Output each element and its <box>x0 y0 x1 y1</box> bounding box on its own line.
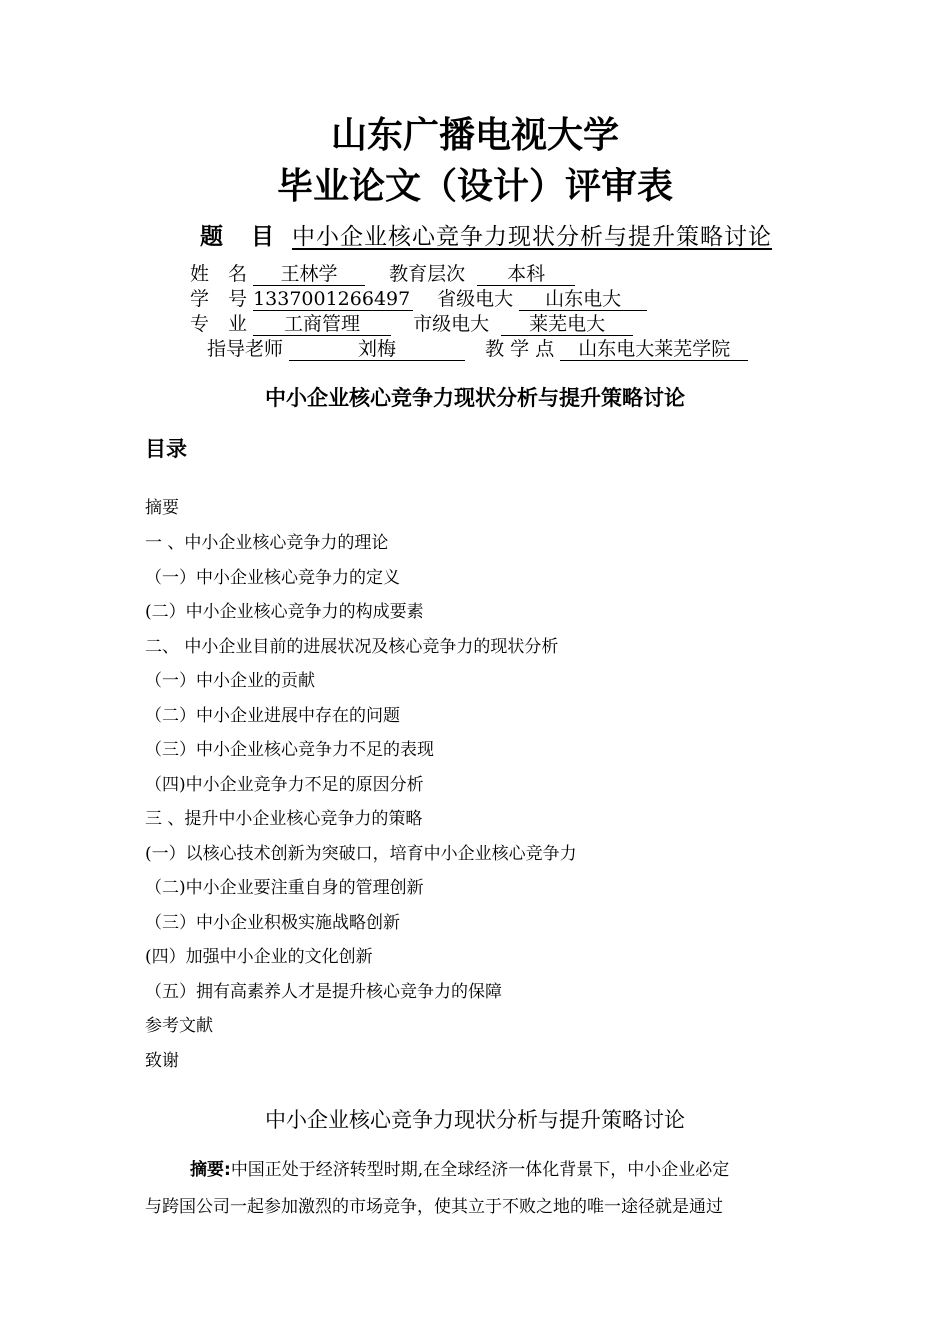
abstract-line-1 <box>190 1158 729 1182</box>
body-title: 中小企业核心竞争力现状分析与提升策略讨论 <box>265 1108 685 1132</box>
toc-item: (一）以核心技术创新为突破口，培育中小企业核心竞争力 <box>145 844 577 864</box>
toc-item: （二）中小企业进展中存在的问题 <box>145 706 400 726</box>
major-value: 工商管理 <box>253 313 391 336</box>
toc-item: （一）中小企业的贡献 <box>145 671 315 691</box>
name-label: 姓 名 <box>190 263 248 285</box>
id-label: 学 号 <box>190 288 248 310</box>
toc-item: （二)中小企业要注重自身的管理创新 <box>145 878 424 898</box>
topic-label: 题 目 <box>200 224 285 250</box>
level-label: 教育层次 <box>389 263 466 285</box>
province-value: 山东电大 <box>519 288 647 311</box>
toc-item: 二、 中小企业目前的进展状况及核心竞争力的现状分析 <box>145 637 559 657</box>
abstract-text-1: 中国正处于经济转型时期,在全球经济一体化背景下，中小企业必定 <box>230 1160 730 1180</box>
info-row-major <box>190 311 633 337</box>
toc-item: (四）加强中小企业的文化创新 <box>145 947 373 967</box>
toc-item: 摘要 <box>145 498 179 518</box>
province-label: 省级电大 <box>437 288 514 310</box>
level-value: 本科 <box>477 263 575 286</box>
major-label: 专 业 <box>190 313 248 335</box>
toc-item: （五）拥有高素养人才是提升核心竞争力的保障 <box>145 982 502 1002</box>
abstract-line-2: 与跨国公司一起参加激烈的市场竞争，使其立于不败之地的唯一途径就是通过 <box>145 1197 723 1217</box>
city-value: 莱芜电大 <box>501 313 633 336</box>
topic-value: 中小企业核心竞争力现状分析与提升策略讨论 <box>292 224 773 250</box>
site-label: 教 学 点 <box>485 338 555 360</box>
toc-item: （四)中小企业竞争力不足的原因分析 <box>145 775 424 795</box>
school-title: 山东广播电视大学 <box>330 115 619 156</box>
abstract-label: 摘要: <box>190 1160 231 1180</box>
toc-item: 三 、提升中小企业核心竞争力的策略 <box>145 809 423 829</box>
info-row-id <box>190 286 647 312</box>
paper-title: 中小企业核心竞争力现状分析与提升策略讨论 <box>265 386 685 410</box>
toc-item: （三）中小企业积极实施战略创新 <box>145 913 400 933</box>
site-value: 山东电大莱芜学院 <box>560 338 748 361</box>
toc-item: 一 、中小企业核心竞争力的理论 <box>145 533 389 553</box>
info-row-advisor <box>207 336 748 362</box>
city-label: 市级电大 <box>413 313 490 335</box>
info-row-name <box>190 261 575 287</box>
toc-item: （一）中小企业核心竞争力的定义 <box>145 568 400 588</box>
name-value: 王林学 <box>253 263 365 286</box>
advisor-label: 指导老师 <box>207 338 284 360</box>
toc-item: 致谢 <box>145 1051 179 1071</box>
form-title: 毕业论文（设计）评审表 <box>276 166 673 207</box>
toc-heading: 目录 <box>145 437 187 461</box>
toc-item: （三）中小企业核心竞争力不足的表现 <box>145 740 434 760</box>
advisor-value: 刘梅 <box>289 338 465 361</box>
topic-row <box>200 221 772 253</box>
id-value: 1337001266497 <box>253 288 413 311</box>
toc-item: 参考文献 <box>145 1016 213 1036</box>
toc-item: (二）中小企业核心竞争力的构成要素 <box>145 602 424 622</box>
